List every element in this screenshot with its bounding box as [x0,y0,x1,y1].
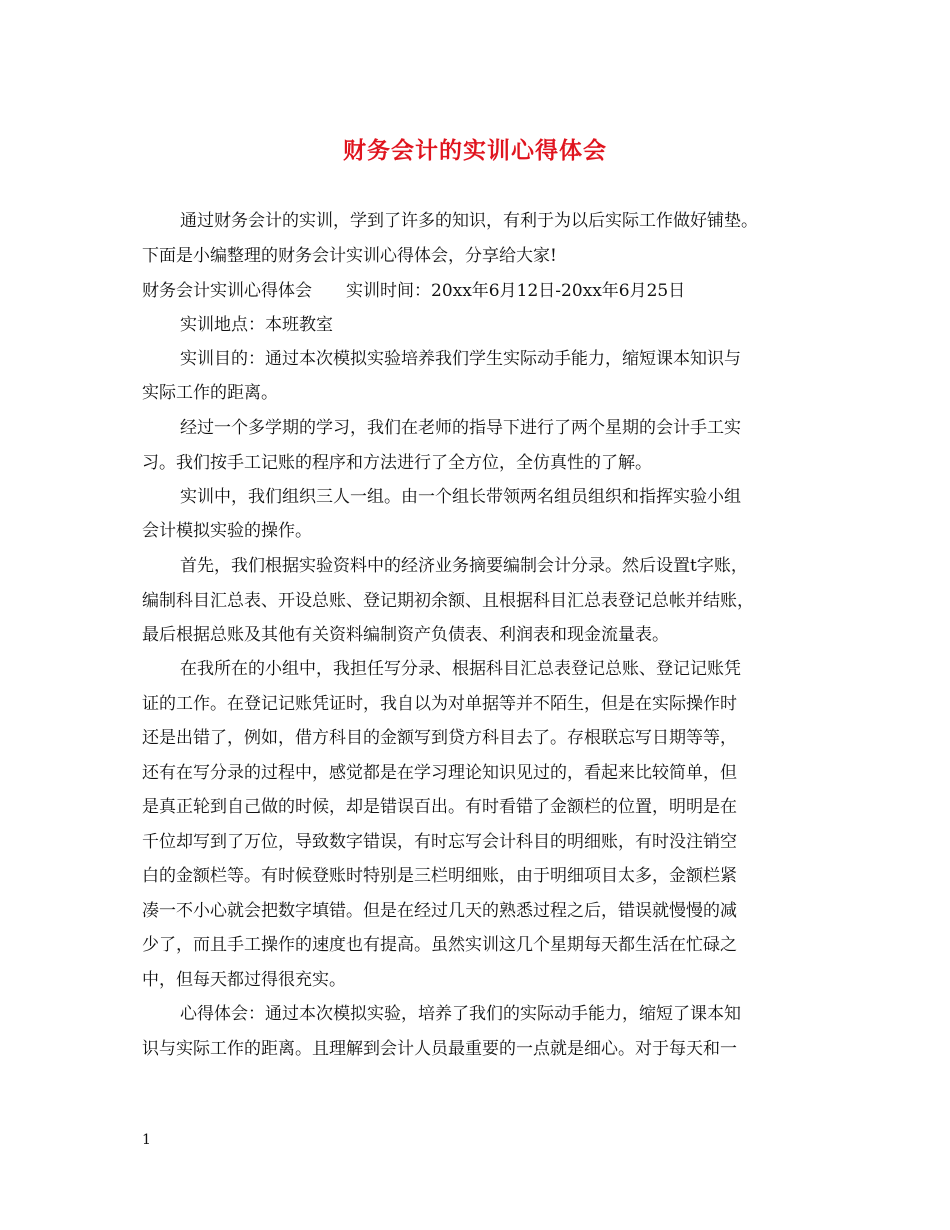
paragraph-line: 会计模拟实验的操作。 [142,521,312,541]
paragraph-line: 还是出错了，例如，借方科目的金额写到贷方科目去了。存根联忘写日期等等， [142,728,737,748]
paragraph-line: 凑一不小心就会把数字填错。但是在经过几天的熟悉过程之后，错误就慢慢的减 [142,901,737,921]
paragraph-line: 经过一个多学期的学习，我们在老师的指导下进行了两个星期的会计手工实 [180,418,741,438]
paragraph-line: 少了，而且手工操作的速度也有提高。虽然实训这几个星期每天都生活在忙碌之 [142,935,737,955]
paragraph-line: 实训目的：通过本次模拟实验培养我们学生实际动手能力，缩短课本知识与 [180,349,741,369]
document-title: 财务会计的实训心得体会 [343,138,607,164]
paragraph-line: 在我所在的小组中，我担任写分录、根据科目汇总表登记总账、登记记账凭 [180,659,741,679]
paragraph-line: 证的工作。在登记记账凭证时，我自以为对单据等并不陌生，但是在实际操作时 [142,694,737,714]
paragraph-line: 实际工作的距离。 [142,383,278,403]
paragraph-line: 实训地点：本班教室 [180,315,333,335]
paragraph-line: 编制科目汇总表、开设总账、登记期初余额、且根据科目汇总表登记总帐并结账， [142,591,754,611]
paragraph-line: 千位却写到了万位，导致数字错误，有时忘写会计科目的明细账，有时没注销空 [142,832,737,852]
paragraph-line: 实训中，我们组织三人一组。由一个组长带领两名组员组织和指挥实验小组 [180,487,741,507]
paragraph-line: 下面是小编整理的财务会计实训心得体会，分享给大家! [142,246,557,266]
paragraph-line: 识与实际工作的距离。且理解到会计人员最重要的一点就是细心。对于每天和一 [142,1039,737,1059]
paragraph-line: 白的金额栏等。有时候登账时特别是三栏明细账，由于明细项目太多，金额栏紧 [142,866,737,886]
paragraph-line: 最后根据总账及其他有关资料编制资产负债表、利润表和现金流量表。 [142,625,669,645]
paragraph-line: 心得体会：通过本次模拟实验，培养了我们的实际动手能力，缩短了课本知 [180,1004,741,1024]
page-number: 1 [142,1132,151,1148]
paragraph-line: 是真正轮到自己做的时候，却是错误百出。有时看错了金额栏的位置，明明是在 [142,797,737,817]
paragraph-line: 习。我们按手工记账的程序和方法进行了全方位，全仿真性的了解。 [142,453,652,473]
paragraph-line: 中，但每天都过得很充实。 [142,970,346,990]
paragraph-line: 财务会计实训心得体会 实训时间：20xx年6月12日-20xx年6月25日 [142,281,686,301]
paragraph-line: 首先，我们根据实验资料中的经济业务摘要编制会计分录。然后设置t字账， [180,556,748,576]
paragraph-line: 还有在写分录的过程中，感觉都是在学习理论知识见过的，看起来比较简单，但 [142,763,737,783]
paragraph-line: 通过财务会计的实训，学到了许多的知识，有利于为以后实际工作做好铺垫。 [180,211,758,231]
